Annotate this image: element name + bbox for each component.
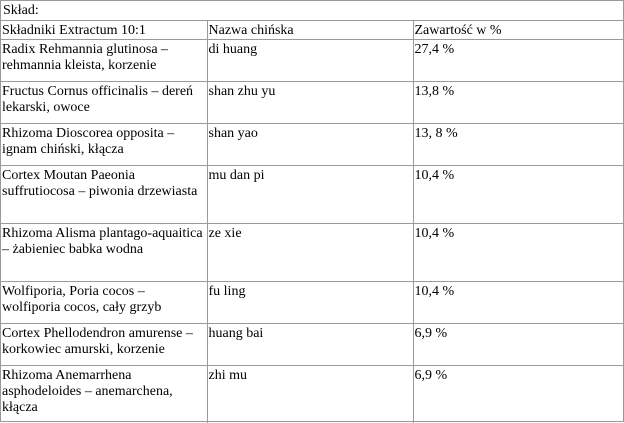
cell-chinese-name: fu ling (207, 282, 413, 324)
cell-content: 13, 8 % (413, 124, 623, 166)
table-row (1, 366, 623, 423)
cell-ingredient: Cortex Moutan Paeonia suffrutiocosa – piwonia drzewiasta (1, 166, 207, 224)
table-row (1, 324, 623, 366)
cell-ingredient: Rhizoma Dioscorea opposita – ignam chiński, kłącza (1, 124, 207, 166)
cell-content: 6,9 % (413, 366, 623, 423)
cell-chinese-name: ze xie (207, 224, 413, 282)
table-caption: Skład: (1, 1, 623, 21)
cell-content: 13,8 % (413, 82, 623, 124)
header-content: Zawartość w % (413, 21, 623, 40)
cell-chinese-name: shan yao (207, 124, 413, 166)
cell-content: 10,4 % (413, 166, 623, 224)
cell-chinese-name: huang bai (207, 324, 413, 366)
header-ingredient: Składniki Extractum 10:1 (1, 21, 207, 40)
cell-content: 10,4 % (413, 224, 623, 282)
table-row (1, 82, 623, 124)
table-row (1, 282, 623, 324)
cell-chinese-name: mu dan pi (207, 166, 413, 224)
table-row (1, 224, 623, 282)
table-row (1, 40, 623, 82)
ingredients-table (1, 21, 623, 423)
cell-chinese-name: zhi mu (207, 366, 413, 423)
cell-chinese-name: shan zhu yu (207, 82, 413, 124)
cell-ingredient: Radix Rehmannia glutinosa – rehmannia kleista, korzenie (1, 40, 207, 82)
cell-content: 10,4 % (413, 282, 623, 324)
cell-chinese-name: di huang (207, 40, 413, 82)
table-header-row (1, 21, 623, 40)
cell-ingredient: Rhizoma Anemarrhena asphodeloides – anemarchena, kłącza (1, 366, 207, 423)
cell-ingredient: Wolfiporia, Poria cocos – wolfiporia cocos, cały grzyb (1, 282, 207, 324)
cell-content: 27,4 % (413, 40, 623, 82)
cell-ingredient: Cortex Phellodendron amurense – korkowiec amurski, korzenie (1, 324, 207, 366)
table-row (1, 166, 623, 224)
cell-ingredient: Rhizoma Alisma plantago-aquaitica – żabieniec babka wodna (1, 224, 207, 282)
header-chinese-name: Nazwa chińska (207, 21, 413, 40)
cell-content: 6,9 % (413, 324, 623, 366)
table-row (1, 124, 623, 166)
cell-ingredient: Fructus Cornus officinalis – dereń lekarski, owoce (1, 82, 207, 124)
